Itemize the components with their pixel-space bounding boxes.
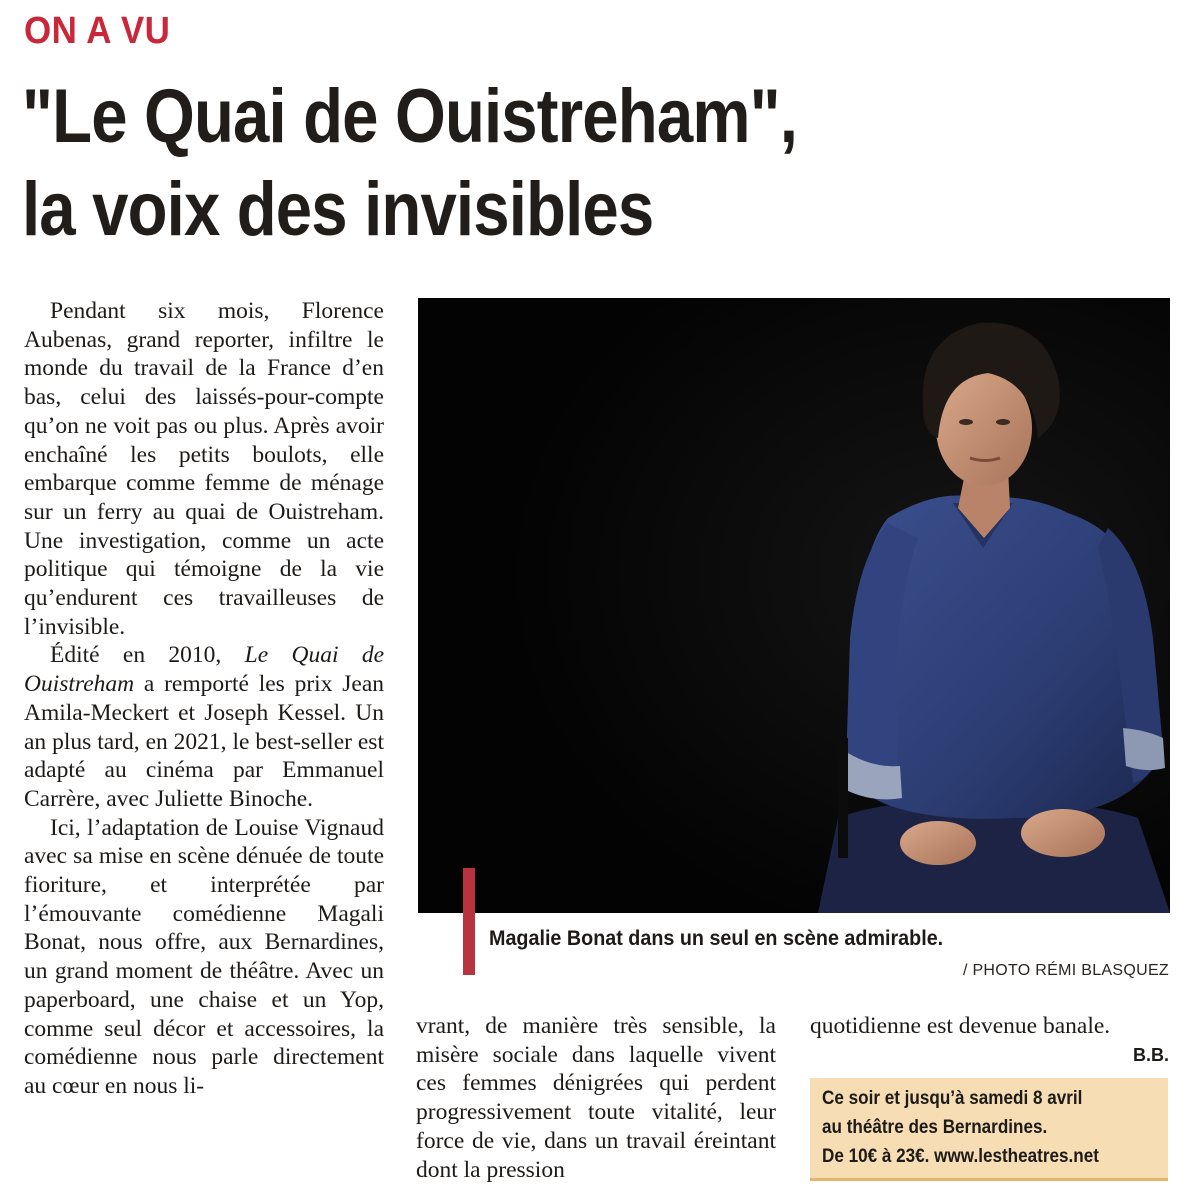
practical-info-box [810, 1078, 1168, 1181]
photo-credit: / PHOTO RÉMI BLASQUEZ [962, 962, 1169, 979]
info-dates: Ce soir et jusqu’à samedi 8 avril [822, 1088, 1083, 1109]
author-signature: B.B. [1133, 1045, 1169, 1065]
article-column-2 [416, 1012, 776, 1184]
paragraph-3-end: quotidienne est devenue banale. [810, 1013, 1111, 1039]
article-headline [22, 70, 1020, 256]
article-column-3 [810, 1012, 1170, 1041]
book-title: Le Quai de Ouistreham [24, 642, 384, 698]
actress-portrait-illustration [418, 298, 1170, 913]
headline-line-2: la voix des invisibles [22, 167, 654, 252]
article-photo [418, 298, 1170, 913]
headline-line-1: "Le Quai de Ouistreham", [22, 74, 798, 159]
article-column-1 [24, 297, 384, 1101]
paragraph-3: Ici, l’adaptation de Louise Vignaud avec sa mise en scène dénuée de toute fioriture, et interprétée par l’émouvante comédienne Magali Bonat, nous offre, aux Bernardines, un grand moment de théâtre. Avec un paperboard, une chaise et un Yop, comme seul décor et accessoires, la comédienne nous parle directement au cœur en nous li- [24, 814, 384, 1099]
paragraph-2-start: Édité en 2010, [50, 642, 245, 669]
paragraph-1: Pendant six mois, Florence Aubenas, grand reporter, infiltre le monde du travail de la France d’en bas, celui des laissés-pour-compte qu’on ne voit pas ou plus. Après avoir enchaîné les petits boulots, elle embarque comme femme de ménage sur un ferry au quai de Ouistreham. Une investigation, comme un acte politique qui témoigne de la vie qu’endurent ces travailleuses de l’invisible. [24, 298, 384, 640]
info-venue: au théâtre des Bernardines. [822, 1117, 1048, 1138]
paragraph-2-end: a remporté les prix Jean Amila-Meckert et Joseph Kessel. Un an plus tard, en 2021, le best-seller est adapté au cinéma par Emmanuel Carrère, avec Juliette Binoche. [24, 671, 384, 812]
caption-accent-bar [463, 868, 475, 975]
paragraph-2 [24, 641, 384, 813]
paragraph-3-continued: vrant, de manière très sensible, la misère sociale dans laquelle vivent ces femmes dénigrées qui perdent progressivement toute vitalité, leur force de vie, dans un travail éreintant dont la pression [416, 1013, 776, 1183]
info-price-website: De 10€ à 23€. www.lestheatres.net [822, 1146, 1099, 1167]
section-kicker: ON A VU [24, 10, 171, 52]
photo-caption: Magalie Bonat dans un seul en scène admirable. [489, 927, 944, 950]
